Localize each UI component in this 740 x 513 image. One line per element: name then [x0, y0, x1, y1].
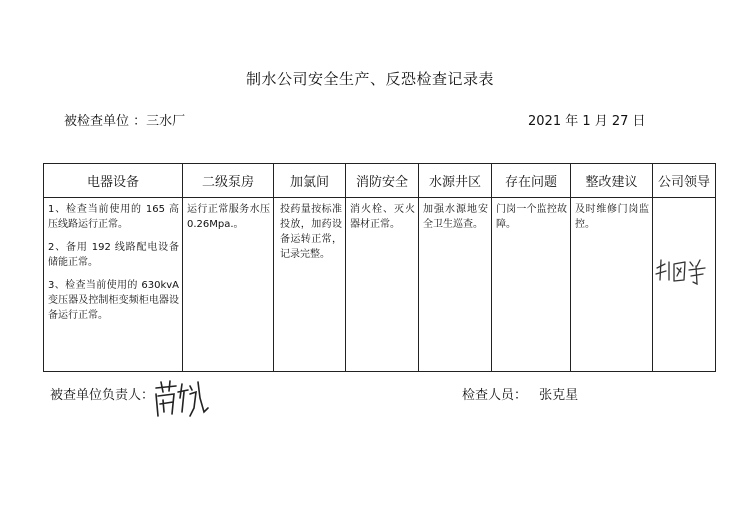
- cell-suggestions: [571, 198, 653, 372]
- cell-problems: [492, 198, 571, 372]
- responsible-person: [50, 384, 154, 403]
- electrical-item: 3、检查当前使用的 630kvA 变压器及控制柜变频柜电器设备运行正常。: [48, 280, 179, 321]
- cell-well-area: [419, 198, 492, 372]
- electrical-item: 2、备用 192 线路配电设备储能正常。: [48, 242, 179, 268]
- header-leader: 公司领导: [653, 164, 716, 198]
- cell-chlorination: [274, 198, 346, 372]
- header-suggestions: 整改建议: [571, 164, 653, 198]
- table-header-row: [44, 164, 716, 198]
- document-title: 制水公司安全生产、反恐检查记录表: [245, 70, 494, 88]
- problems-text: 门岗一个监控故障。: [496, 204, 567, 230]
- inspection-table: [43, 163, 716, 372]
- inspector: [462, 384, 578, 403]
- electrical-item: 1、检查当前使用的 165 高压线路运行正常。: [48, 204, 179, 230]
- cell-pump-room: [183, 198, 274, 372]
- chlorination-text: 投药量按标准投放，加药设备运转正常，记录完整。: [280, 204, 342, 260]
- inspector-name: 张克星: [539, 388, 579, 403]
- leader-signature: [653, 250, 713, 310]
- header-problems: 存在问题: [492, 164, 571, 198]
- cell-leader: [653, 198, 716, 372]
- header-pump-room: 二级泵房: [183, 164, 274, 198]
- well-area-text: 加强水源地安全卫生巡查。: [423, 204, 488, 230]
- cell-electrical: [44, 198, 183, 372]
- header-electrical: 电器设备: [44, 164, 183, 198]
- cell-fire-safety: [346, 198, 419, 372]
- table-row: [44, 198, 716, 372]
- suggestions-text: 及时维修门岗监控。: [575, 204, 649, 230]
- inspection-date: 2021 年 1 月 27 日: [528, 114, 646, 129]
- responsible-label: 被查单位负责人：: [50, 388, 155, 403]
- header-fire-safety: 消防安全: [346, 164, 419, 198]
- fire-safety-text: 消火栓、灭火器材正常。: [350, 204, 415, 230]
- header-chlorination: 加氯间: [274, 164, 346, 198]
- inspected-unit: 被检查单位 ：三水厂: [64, 114, 186, 129]
- header-well-area: 水源井区: [419, 164, 492, 198]
- pump-room-text: 运行正常服务水压 0.26Mpa.。: [187, 204, 270, 230]
- responsible-signature: [148, 378, 210, 426]
- inspector-label: 检查人员：: [462, 388, 528, 403]
